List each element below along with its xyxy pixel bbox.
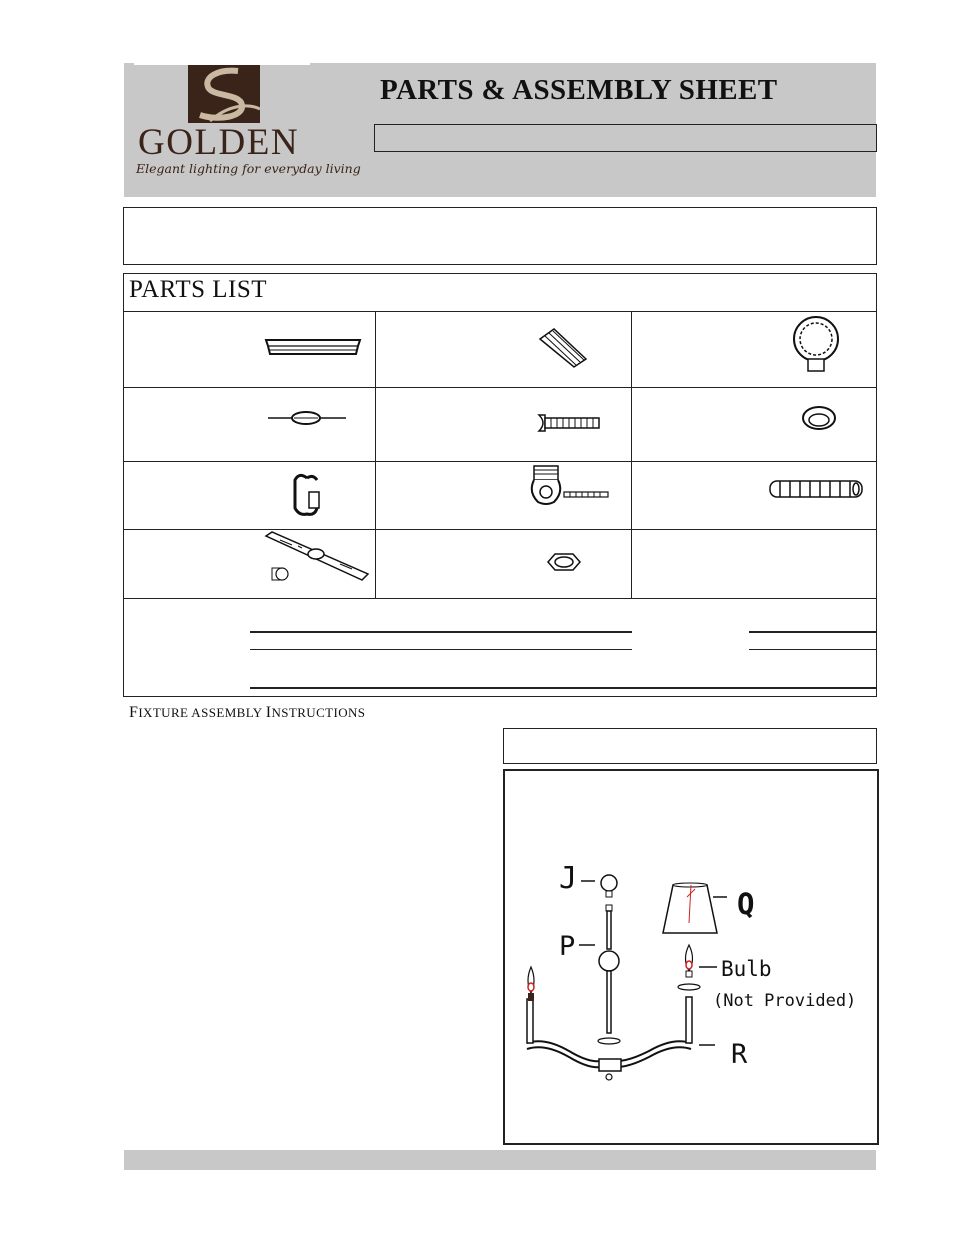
- quick-link-icon: [289, 470, 323, 518]
- instructions-heading: [129, 704, 365, 722]
- step-header-box: [503, 728, 877, 764]
- crossbar-screw-icon: [272, 568, 288, 580]
- screw-icon: [537, 413, 601, 433]
- brand-tagline: Elegant lighting for everyday living: [136, 161, 361, 176]
- parts-list-box: [123, 273, 877, 697]
- loop-icon: [788, 315, 844, 375]
- brand-name: GOLDEN: [138, 122, 300, 163]
- hex-nut-icon: [546, 552, 582, 572]
- hook-and-nut-icon: [526, 464, 610, 506]
- lock-washer-icon: [800, 404, 838, 432]
- loop-part-j: [581, 875, 617, 897]
- logo-mark-icon: [188, 65, 260, 123]
- chain-link-icon: [266, 409, 348, 427]
- crossbar-icon: [262, 530, 372, 586]
- parts-list-heading: PARTS LIST: [129, 276, 268, 303]
- shade-part-q: [663, 883, 727, 933]
- label-not-provided: (Not Provided): [713, 991, 857, 1011]
- label-j: J: [559, 861, 578, 896]
- heading-text-1: IXTURE ASSEMBLY: [138, 705, 266, 720]
- label-q: Q: [737, 887, 755, 921]
- heading-cap-f: F: [129, 704, 139, 721]
- label-r: R: [731, 1039, 748, 1070]
- canopy-icon: [264, 336, 362, 358]
- label-bulb: Bulb: [721, 957, 772, 981]
- model-number-field: [374, 124, 877, 152]
- heading-cap-i: I: [265, 704, 272, 721]
- footer-bar: [124, 1150, 876, 1170]
- fixture-info-box: [123, 207, 877, 265]
- wire-connector-icon: [538, 327, 588, 369]
- label-p: P: [559, 931, 576, 962]
- assembly-diagram-box: [503, 769, 879, 1145]
- chandelier-arms: [527, 984, 715, 1080]
- chain-icon: [768, 478, 864, 500]
- stem-part-p: [579, 905, 620, 1044]
- heading-text-2: NSTRUCTIONS: [271, 705, 366, 720]
- bulb-icon: [528, 945, 717, 1001]
- page-title: PARTS & ASSEMBLY SHEET: [380, 74, 778, 106]
- golden-logo: [134, 63, 361, 185]
